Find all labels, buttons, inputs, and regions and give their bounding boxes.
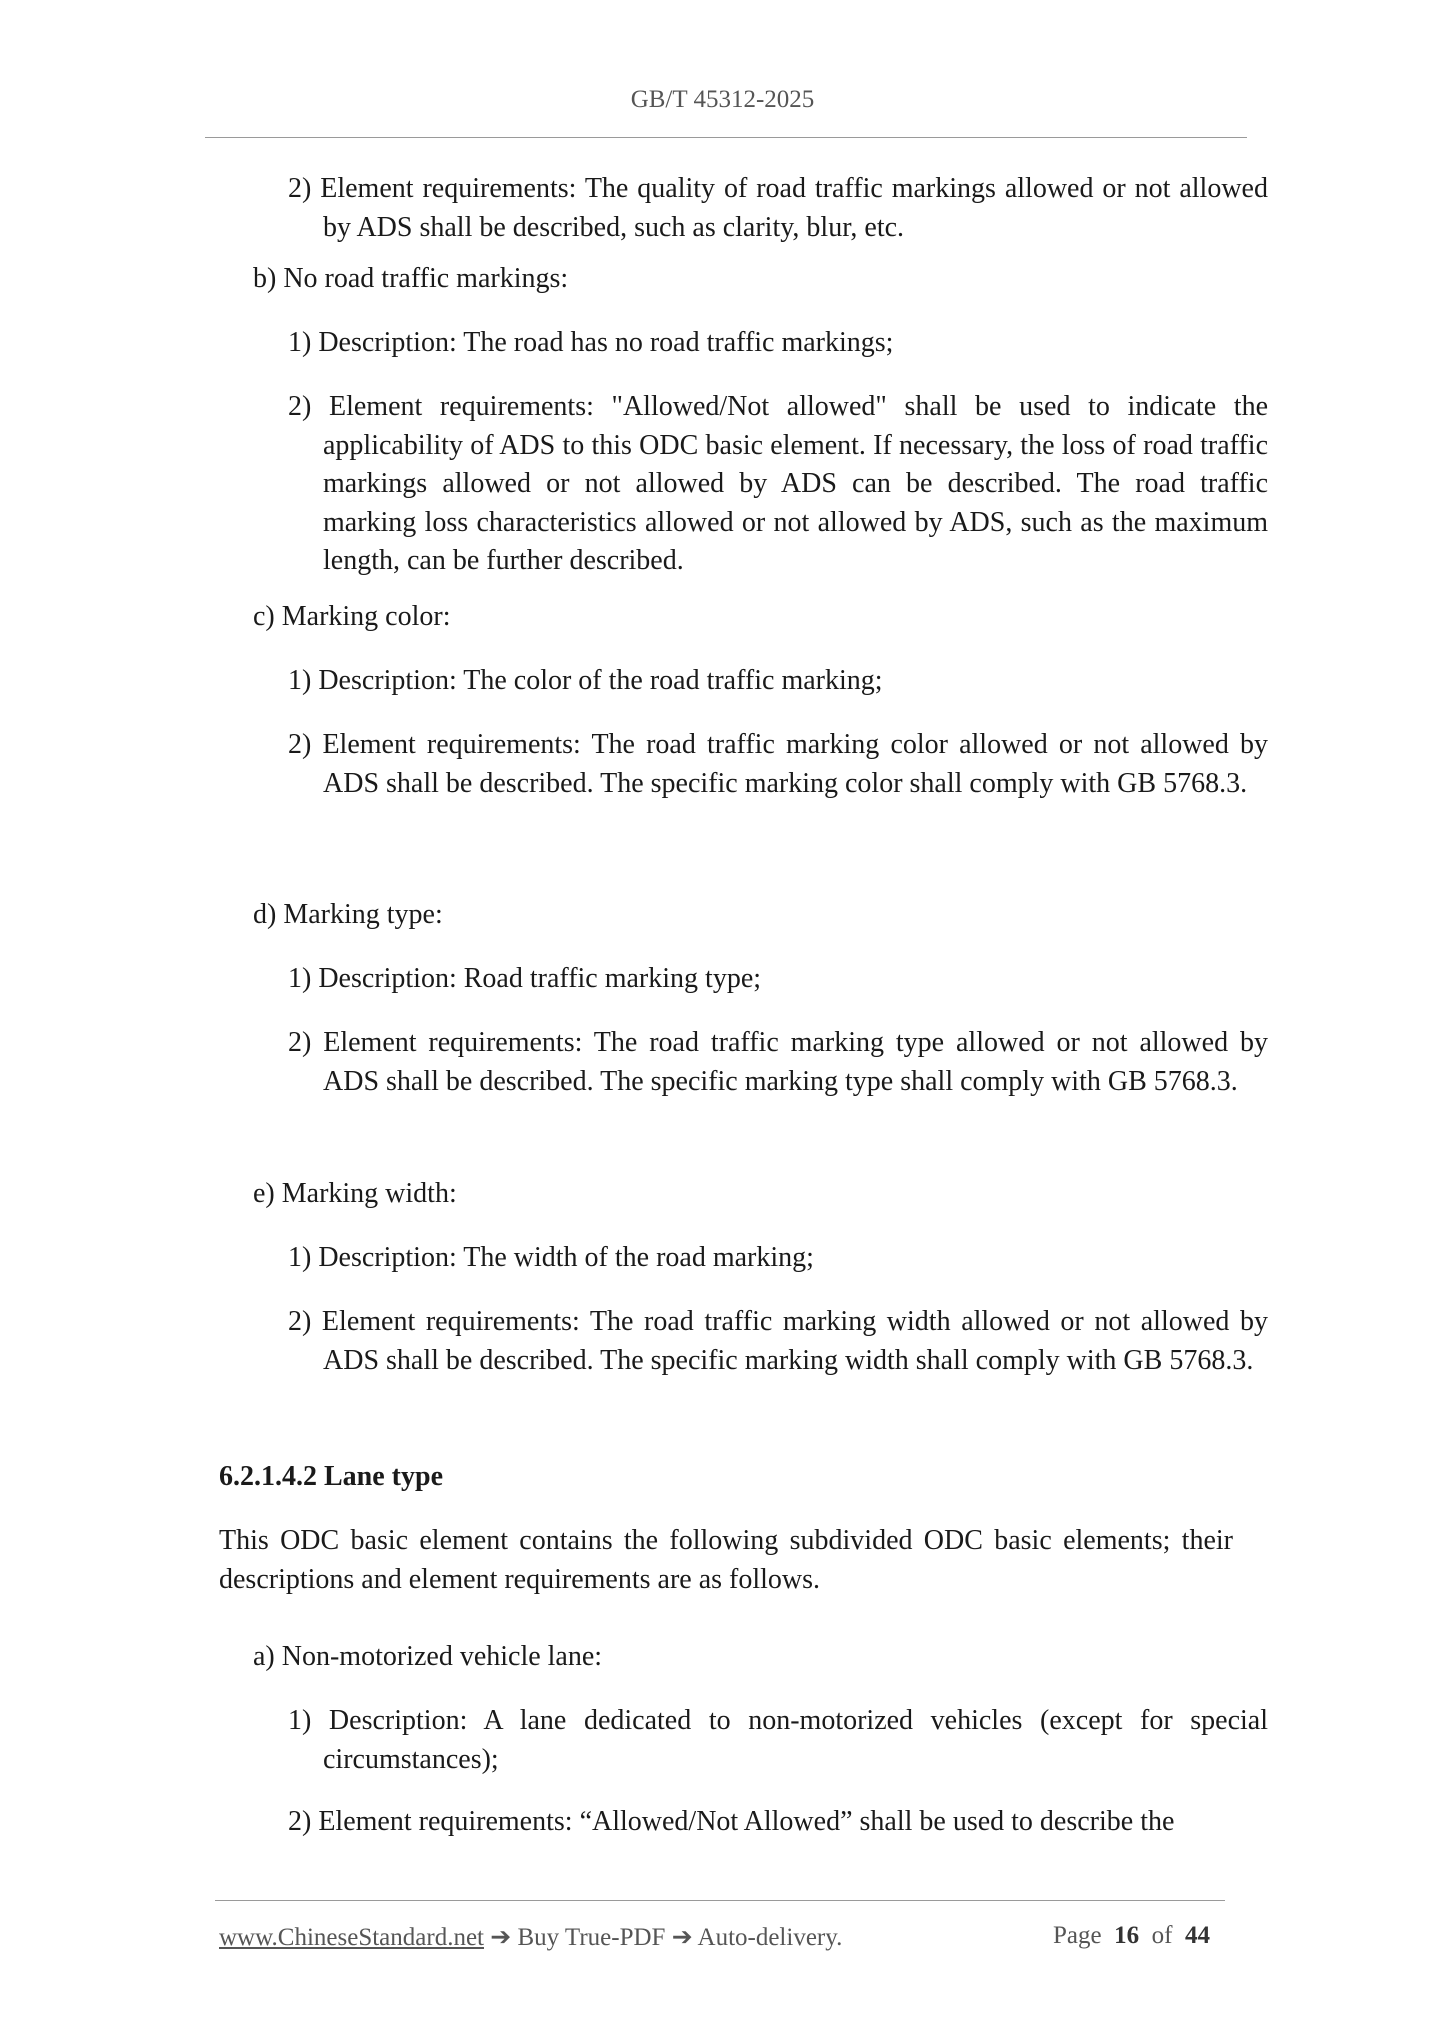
section-heading: 6.2.1.4.2 Lane type bbox=[219, 1461, 443, 1492]
site-link[interactable]: www.ChineseStandard.net bbox=[219, 1924, 484, 1951]
paragraph: 2) Element requirements: The quality of road traffic markings allowed or not allowed by ADS shall be described, such as clarity, blur, etc. bbox=[288, 173, 1268, 243]
arrow-right-icon: ➔ bbox=[490, 1924, 512, 1951]
arrow-right-icon: ➔ bbox=[671, 1924, 693, 1951]
page-label: Page bbox=[1053, 1922, 1102, 1949]
paragraph: 2) Element requirements: The road traffic marking color allowed or not allowed by ADS shall be described. The specific marking color shall comply with GB 5768.3. bbox=[288, 729, 1268, 799]
list-item: e) Marking width: bbox=[253, 1178, 457, 1209]
page-of: of bbox=[1151, 1922, 1173, 1949]
footer-links bbox=[219, 1922, 842, 1952]
list-item: c) Marking color: bbox=[253, 601, 451, 632]
paragraph: 2) Element requirements: "Allowed/Not allowed" shall be used to indicate the applicability of ADS to this ODC basic element. If necessary, the loss of road traffic markings allowed or not allowed by ADS can be described. The road traffic marking loss characteristics allowed or not allowed by ADS, such as the maximum length, can be further described. bbox=[288, 391, 1268, 576]
paragraph: This ODC basic element contains the following subdivided ODC basic elements; their descriptions and element requirements are as follows. bbox=[219, 1525, 1233, 1595]
list-item: 1) Description: The color of the road traffic marking; bbox=[288, 665, 883, 696]
list-item: 1) Description: The road has no road traffic markings; bbox=[288, 327, 894, 358]
paragraph: 2) Element requirements: The road traffic marking type allowed or not allowed by ADS shall be described. The specific marking type shall comply with GB 5768.3. bbox=[288, 1027, 1268, 1097]
page-header-title: GB/T 45312-2025 bbox=[630, 86, 815, 113]
paragraph: 2) Element requirements: The road traffic marking width allowed or not allowed by ADS shall be described. The specific marking width shall comply with GB 5768.3. bbox=[288, 1306, 1268, 1376]
paragraph: 2) Element requirements: “Allowed/Not Allowed” shall be used to describe the bbox=[288, 1806, 1175, 1837]
buy-link[interactable]: Buy True-PDF bbox=[517, 1924, 666, 1951]
list-item: 1) Description: The width of the road marking; bbox=[288, 1242, 814, 1273]
delivery-text: Auto-delivery. bbox=[697, 1924, 843, 1951]
list-item: 1) Description: A lane dedicated to non-motorized vehicles (except for special circumstances); bbox=[288, 1705, 1268, 1775]
page-current: 16 bbox=[1114, 1922, 1140, 1949]
page-total: 44 bbox=[1184, 1922, 1210, 1949]
list-item: d) Marking type: bbox=[253, 899, 443, 930]
footer-divider bbox=[215, 1900, 1225, 1901]
list-item: 1) Description: Road traffic marking type; bbox=[288, 963, 762, 994]
list-item: b) No road traffic markings: bbox=[253, 263, 569, 294]
page-number bbox=[1053, 1922, 1210, 1950]
header-divider bbox=[205, 137, 1247, 138]
list-item: a) Non-motorized vehicle lane: bbox=[253, 1641, 603, 1672]
